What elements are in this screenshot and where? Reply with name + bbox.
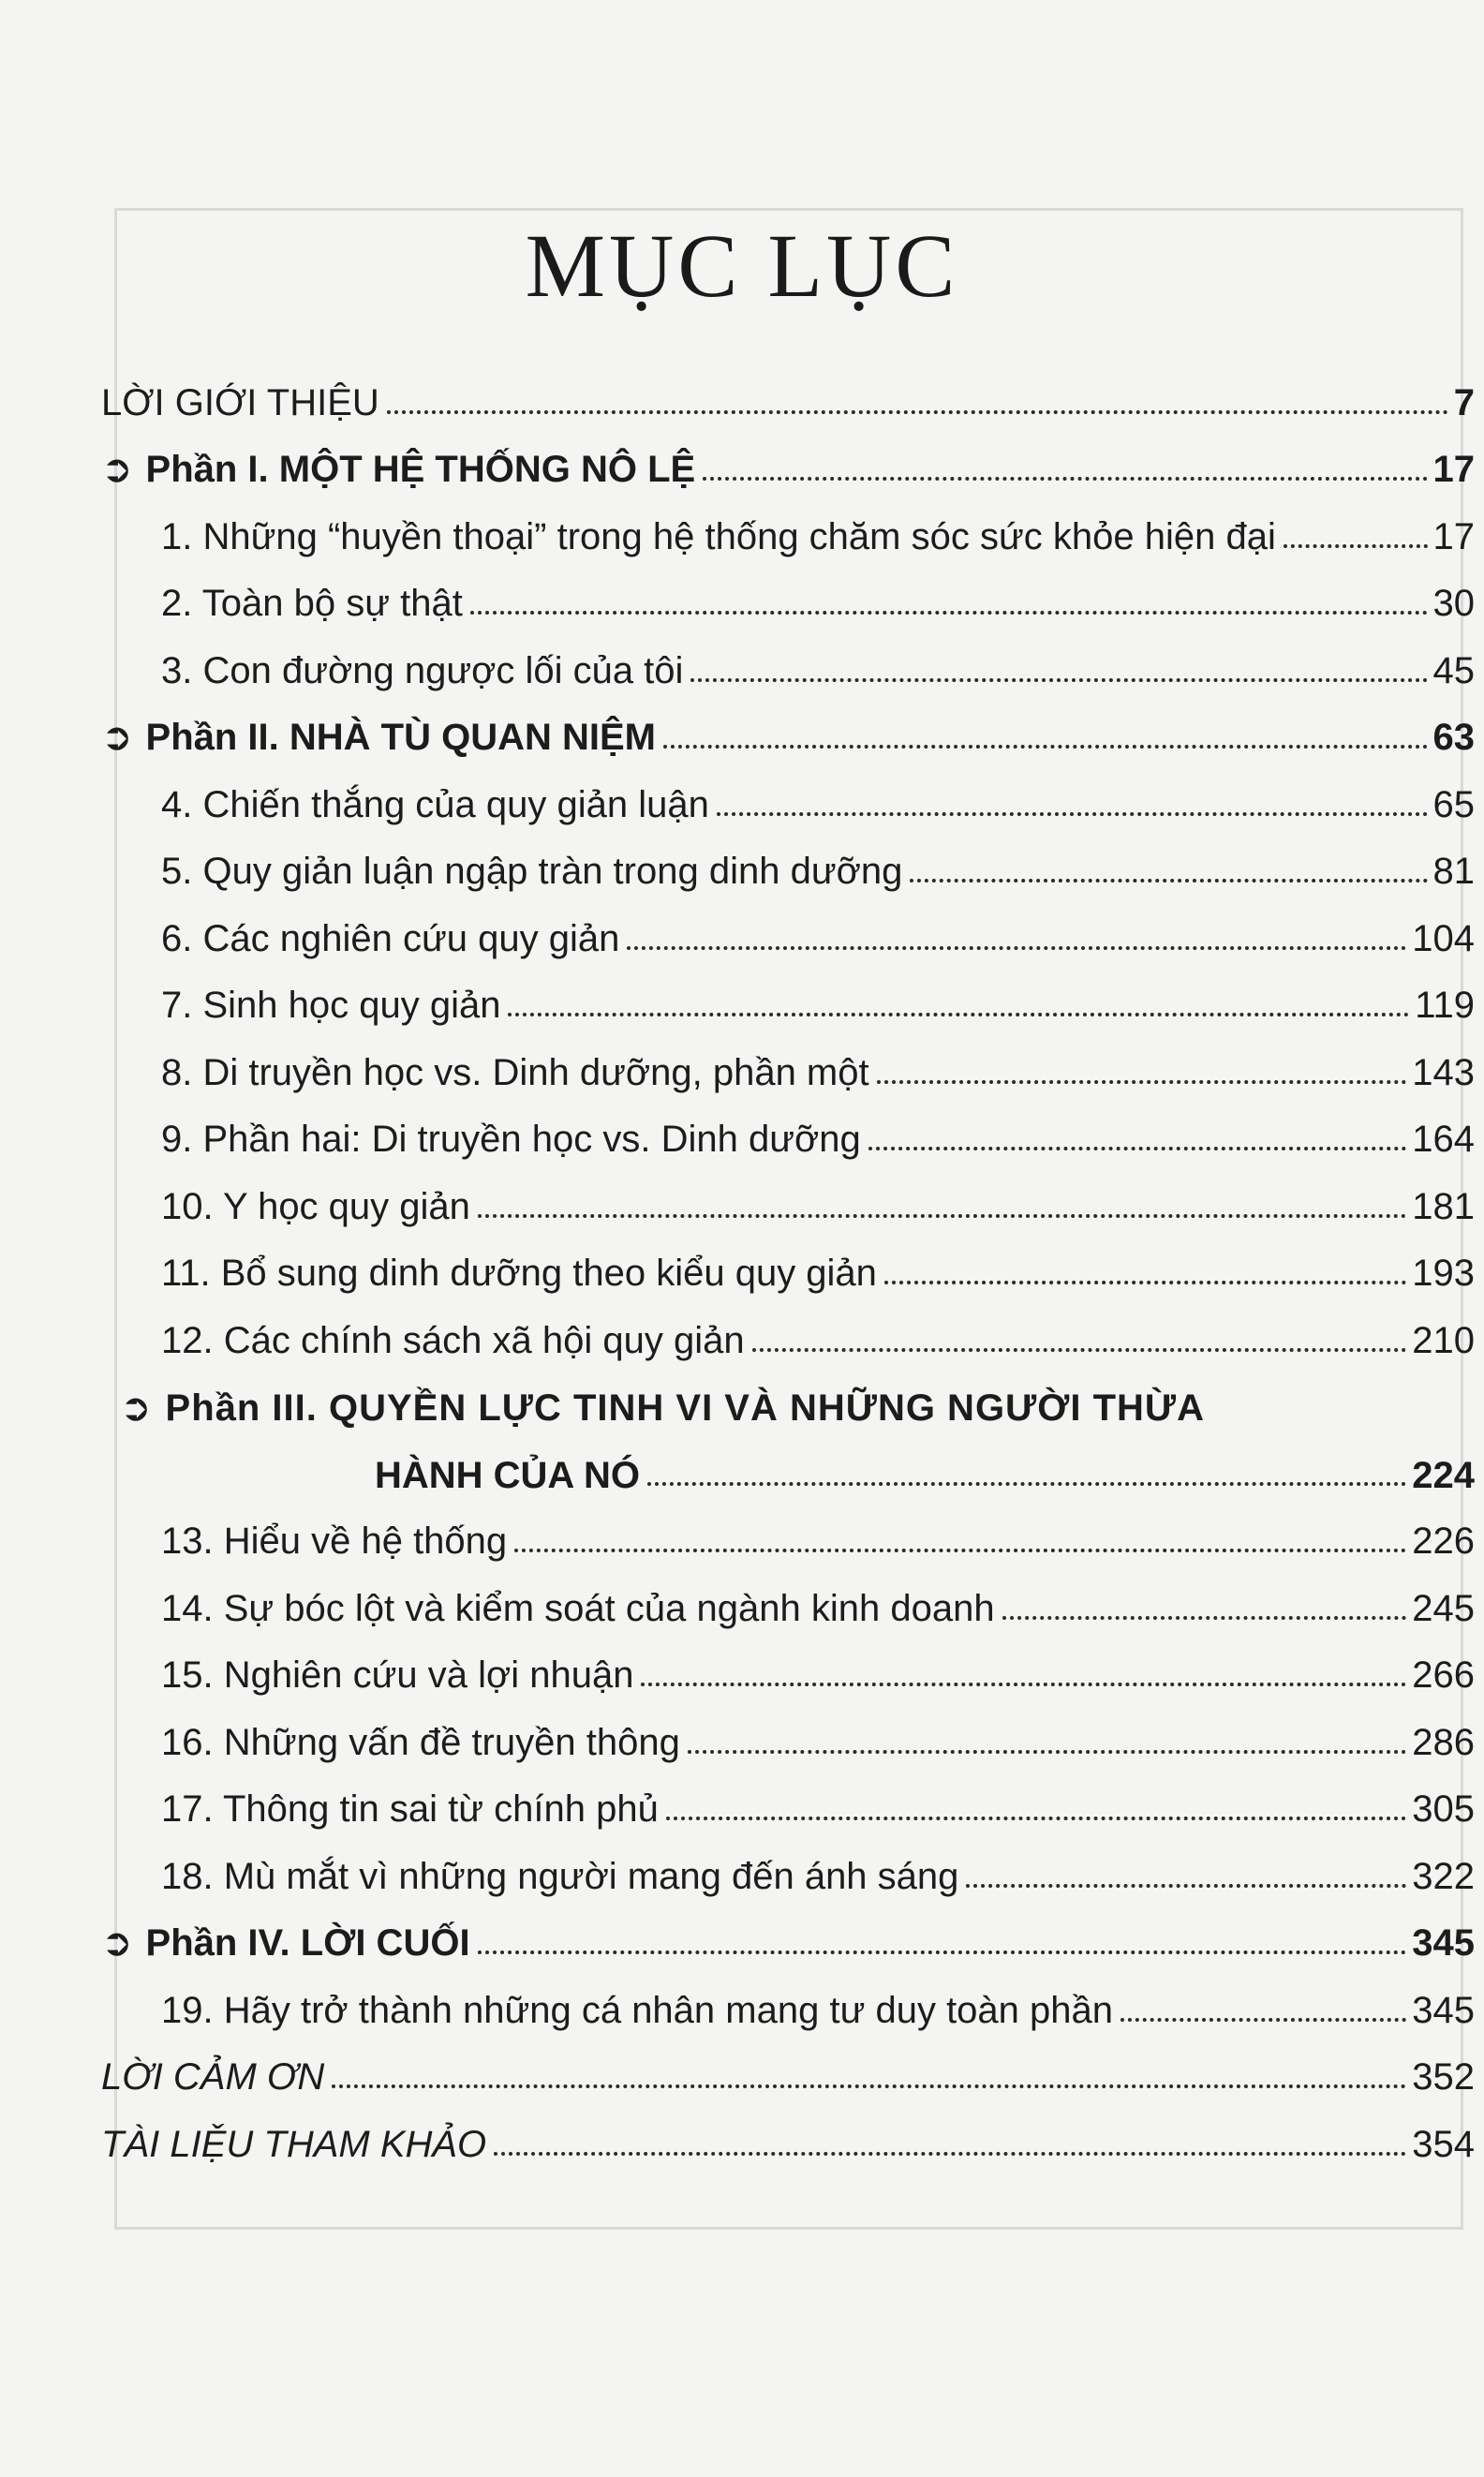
toc-entry-page: 17 [1432,515,1475,557]
right-arrow-icon: ➲ [101,449,133,490]
toc-entry-label: 14. Sự bóc lột và kiểm soát của ngành kinh doanh [161,1587,995,1629]
toc-entry-label: 15. Nghiên cứu và lợi nhuận [161,1654,634,1696]
dot-leader [478,1950,1407,1954]
toc-entry-page: 305 [1412,1788,1475,1830]
toc-entry-part-2[interactable] [101,693,1475,761]
dot-leader [514,1549,1406,1552]
dot-leader [666,1817,1406,1820]
toc-entry-label: 17. Thông tin sai từ chính phủ [161,1788,659,1830]
dot-leader [688,1750,1406,1754]
toc-entry-label-line2 [101,1430,1475,1497]
toc-entry-label: 19. Hãy trở thành những cá nhân mang tư duy toàn phần [161,1989,1114,2031]
toc-entry-label: 5. Quy giản luận ngập tràn trong dinh dưỡng [161,851,903,892]
dot-leader [508,1013,1409,1016]
dot-leader [647,1482,1406,1486]
toc-entry-chapter-9[interactable] [101,1095,1475,1163]
dot-leader [966,1884,1406,1888]
toc-entry-chapter-7[interactable] [101,961,1475,1029]
toc-entry-page: 63 [1432,717,1475,758]
toc-entry-page: 65 [1432,783,1475,825]
toc-entry-chapter-2[interactable] [101,559,1475,627]
toc-entry-page: 45 [1432,649,1475,691]
toc-entry-label: LỜI GIỚI THIỆU [101,381,379,423]
dot-leader [332,2084,1406,2088]
toc-entry-label: 18. Mù mắt vì những người mang đến ánh sáng [161,1855,959,1897]
table-of-contents [101,358,1475,2167]
toc-entry-chapter-16[interactable] [101,1698,1475,1765]
dot-leader [627,946,1406,950]
toc-entry-label: Phần II. NHÀ TÙ QUAN NIỆM [145,717,656,758]
toc-entry-label: 12. Các chính sách xã hội quy giản [161,1319,745,1361]
right-arrow-icon: ➲ [120,1387,153,1429]
toc-entry-label: 11. Bổ sung dinh dưỡng theo kiểu quy giản [161,1253,877,1294]
dot-leader [703,477,1427,481]
toc-entry-chapter-18[interactable] [101,1832,1475,1899]
toc-entry-chapter-14[interactable] [101,1564,1475,1631]
toc-entry-label: 16. Những vấn đề truyền thông [161,1721,680,1763]
toc-entry-label: Phần III. QUYỀN LỰC TINH VI VÀ NHỮNG NGƯỜI THỪA [165,1387,1205,1429]
toc-entry-part-3[interactable] [101,1363,1475,1497]
toc-entry-page: 226 [1412,1520,1475,1562]
dot-leader [494,2152,1406,2156]
toc-entry-chapter-17[interactable] [101,1765,1475,1832]
dot-leader [663,745,1428,749]
dot-leader [752,1348,1407,1352]
right-arrow-icon: ➲ [101,717,133,758]
toc-entry-chapter-10[interactable] [101,1162,1475,1229]
toc-entry-label: Phần I. MỘT HỆ THỐNG NÔ LỆ [145,449,696,490]
toc-entry-label: HÀNH CỦA NÓ [375,1454,640,1496]
toc-entry-chapter-19[interactable] [101,1965,1475,2033]
toc-entry-label: 2. Toàn bộ sự thật [161,583,463,624]
toc-entry-page: 7 [1453,381,1475,423]
toc-entry-chapter-13[interactable] [101,1497,1475,1565]
toc-entry-page: 286 [1412,1721,1475,1763]
right-arrow-icon: ➲ [101,1922,133,1964]
toc-entry-label: 8. Di truyền học vs. Dinh dưỡng, phần một [161,1051,869,1093]
toc-entry-chapter-12[interactable] [101,1296,1475,1363]
dot-leader [478,1214,1406,1218]
toc-entry-label: 6. Các nghiên cứu quy giản [161,917,620,959]
toc-entry-page: 345 [1412,1922,1475,1964]
dot-leader [641,1683,1406,1686]
page-title: MỤC LỤC [525,215,959,316]
toc-entry-page: 104 [1412,917,1475,959]
toc-entry-page: 143 [1412,1051,1475,1093]
toc-entry-part-1[interactable] [101,425,1475,493]
dot-leader [1284,544,1428,548]
toc-entry-chapter-15[interactable] [101,1631,1475,1698]
toc-entry-label: 3. Con đường ngược lối của tôi [161,649,684,691]
toc-entry-page: 322 [1412,1855,1475,1897]
toc-entry-page: 30 [1432,583,1475,624]
toc-entry-page: 345 [1412,1989,1475,2031]
dot-leader [910,879,1427,883]
toc-entry-label: TÀI LIỆU THAM KHẢO [101,2123,487,2165]
toc-entry-page: 354 [1412,2123,1475,2165]
toc-entry-label: LỜI CẢM ƠN [101,2056,325,2098]
toc-entry-label: 10. Y học quy giản [161,1185,470,1227]
dot-leader [470,611,1428,615]
toc-entry-part-4[interactable] [101,1899,1475,1966]
toc-entry-label-line1 [101,1363,1475,1431]
toc-entry-page: 164 [1412,1119,1475,1160]
toc-entry-page: 81 [1432,851,1475,892]
toc-entry-chapter-4[interactable] [101,760,1475,827]
toc-entry-page: 245 [1412,1587,1475,1629]
dot-leader [717,812,1428,816]
toc-entry-label: 4. Chiến thắng của quy giản luận [161,783,709,825]
toc-entry-chapter-3[interactable] [101,626,1475,693]
toc-entry-chapter-11[interactable] [101,1229,1475,1297]
toc-entry-page: 224 [1412,1454,1475,1496]
toc-entry-label: Phần IV. LỜI CUỐI [145,1922,470,1964]
toc-entry-page: 352 [1412,2056,1475,2098]
toc-entry-label: 7. Sinh học quy giản [161,985,501,1026]
dot-leader [1002,1616,1407,1620]
toc-entry-label: 1. Những “huyền thoại” trong hệ thống chăm sóc sức khỏe hiện đại [161,515,1276,557]
toc-entry-chapter-5[interactable] [101,827,1475,895]
toc-entry-references[interactable] [101,2099,1475,2167]
toc-entry-page: 266 [1412,1654,1475,1696]
dot-leader [387,410,1448,414]
toc-entry-page: 210 [1412,1319,1475,1361]
toc-entry-acknowledgements[interactable] [101,2033,1475,2100]
toc-entry-chapter-1[interactable] [101,492,1475,559]
toc-entry-chapter-6[interactable] [101,894,1475,961]
toc-entry-page: 181 [1412,1185,1475,1227]
dot-leader [877,1080,1407,1084]
toc-entry-page: 17 [1432,449,1475,490]
dot-leader [1120,2018,1406,2022]
toc-entry-page: 119 [1415,985,1475,1026]
dot-leader [884,1281,1406,1284]
toc-entry-page: 193 [1412,1253,1475,1294]
dot-leader [690,678,1427,682]
dot-leader [868,1147,1407,1150]
toc-entry-label: 9. Phần hai: Di truyền học vs. Dinh dưỡng [161,1119,861,1160]
toc-entry-introduction[interactable] [101,358,1475,425]
toc-entry-chapter-8[interactable] [101,1028,1475,1095]
toc-entry-label: 13. Hiểu về hệ thống [161,1520,508,1562]
